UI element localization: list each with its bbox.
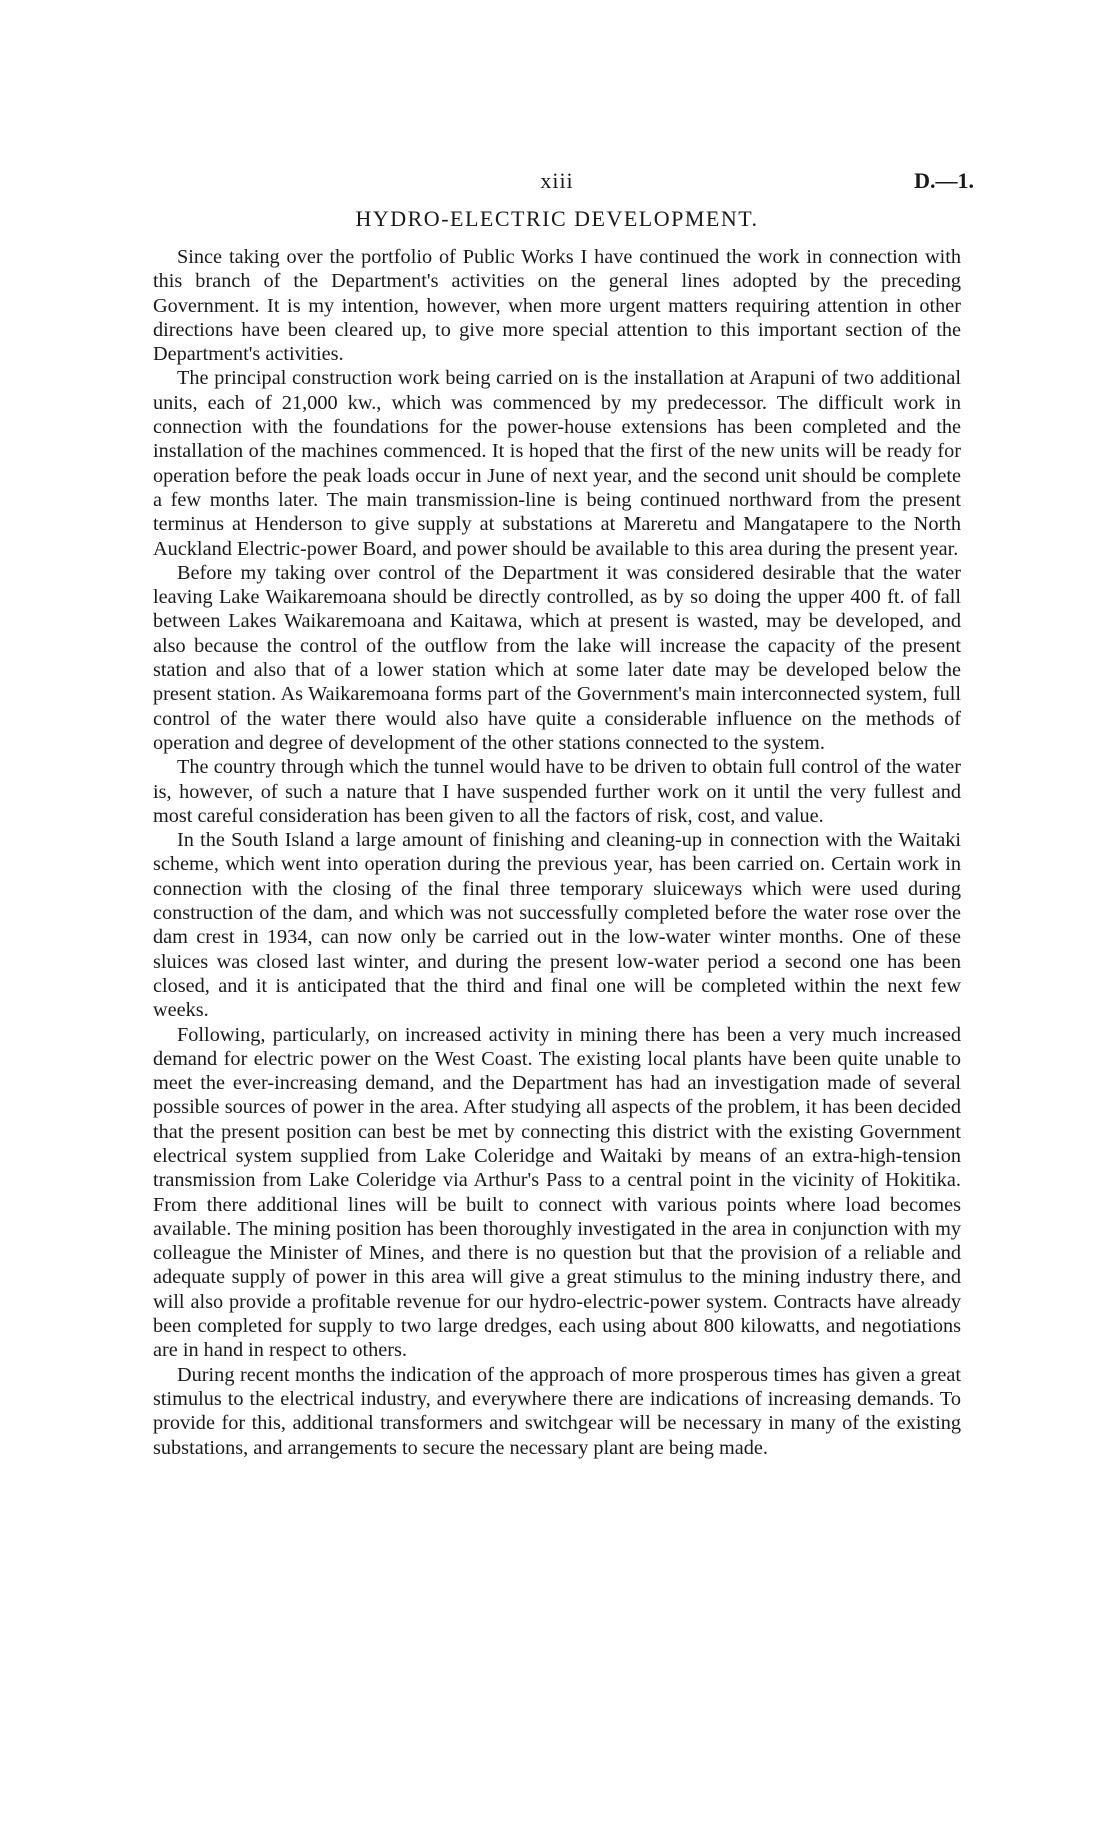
paragraph-portfolio: Since taking over the portfolio of Public Works I have continued the work in connection with this branch of the Department's activities on the general lines adopted by the preceding Government. It is my intention, however, when more urgent matters requiring attention in other directions have been cleared up, to give more special attention to this important section of the Department's activities.	[153, 246, 961, 366]
body-text	[153, 245, 961, 1460]
paragraph-tunnel: The country through which the tunnel would have to be driven to obtain full control of the water is, however, of such a nature that I have suspended further work on it until the very fullest and most careful consideration has been given to all the factors of risk, cost, and value.	[153, 756, 961, 827]
paragraph-waitaki: In the South Island a large amount of finishing and cleaning-up in connection with the Waitaki scheme, which went into operation during the previous year, has been carried on. Certain work in connection with the closing of the final three temporary sluiceways which were used during construction of the dam, and which was not successfully completed before the water rose over the dam crest in 1934, can now only be carried out in the low-water winter months. One of these sluices was closed last winter, and during the present low-water period a second one has been closed, and it is anticipated that the third and final one will be completed within the next few weeks.	[153, 829, 961, 1022]
section-title: HYDRO-ELECTRIC DEVELOPMENT.	[355, 206, 759, 231]
page-number: xiii	[540, 168, 574, 193]
paragraph-west-coast: Following, particularly, on increased activity in mining there has been a very much increased demand for electric power on the West Coast. The existing local plants have been quite unable to meet the ever-increasing demand, and the Department has had an investigation made of several possible sources of power in the area. After studying all aspects of the problem, it has been decided that the present position can best be met by connecting this district with the existing Government electrical system supplied from Lake Coleridge and Waitaki by means of an extra-high-tension transmission from Lake Coleridge via Arthur's Pass to a central point in the vicinity of Hokitika. From there additional lines will be built to connect with various points where load becomes available. The mining position has been thoroughly investigated in the area in conjunction with my colleague the Minister of Mines, and there is no question but that the provision of a reliable and adequate supply of power in this area will give a great stimulus to the mining industry there, and will also provide a profitable revenue for our hydro-electric-power system. Contracts have already been completed for supply to two large dredges, each using about 800 kilowatts, and negotiations are in hand in respect to others.	[153, 1023, 961, 1362]
document-reference: D.—1.	[914, 168, 974, 193]
paragraph-demand: During recent months the indication of the approach of more prosperous times has given a great stimulus to the electrical industry, and everywhere there are indications of increasing demands. To provide for this, additional transformers and switchgear will be necessary in many of the existing substations, and arrangements to secure the necessary plant are being made.	[153, 1363, 961, 1459]
paragraph-arapuni: The principal construction work being carried on is the installation at Arapuni of two additional units, each of 21,000 kw., which was commenced by my predecessor. The difficult work in connection with the foundations for the power-house extensions has been completed and the installation of the machines commenced. It is hoped that the first of the new units will be ready for operation before the peak loads occur in June of next year, and the second unit should be complete a few months later. The main transmission-line is being continued northward from the present terminus at Henderson to give supply at substations at Mareretu and Mangatapere to the North Auckland Electric-power Board, and power should be available to this area during the present year.	[153, 367, 961, 560]
paragraph-waikaremoana: Before my taking over control of the Department it was considered desirable that the water leaving Lake Waikaremoana should be directly controlled, as by so doing the upper 400 ft. of fall between Lakes Waikaremoana and Kaitawa, which at present is wasted, may be developed, and also because the control of the outflow from the lake will increase the capacity of the present station and also that of a lower station which at some later date may be developed below the present station. As Waikaremoana forms part of the Government's main interconnected system, full control of the water there would also have quite a considerable influence on the methods of operation and degree of development of the other stations connected to the system.	[153, 561, 961, 754]
